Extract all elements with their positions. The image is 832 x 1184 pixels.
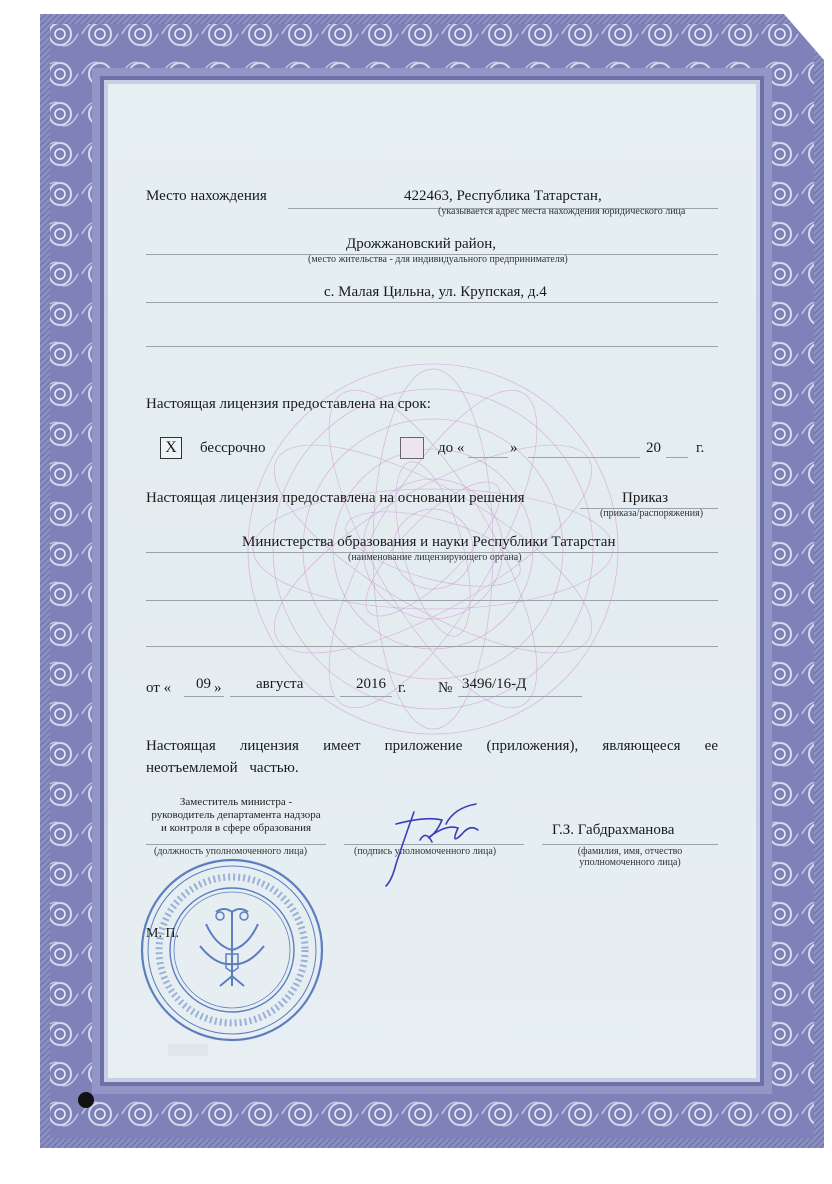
until-year-prefix: 20 — [646, 440, 661, 456]
until-label: до « — [438, 440, 465, 456]
official-seal-icon — [136, 854, 328, 1046]
decision-day: 09 — [196, 676, 211, 692]
seal-place: М. П. — [146, 926, 180, 941]
address-line1-caption: (указывается адрес места нахождения юридического лица — [438, 206, 686, 217]
position-line1: Заместитель министра - — [179, 796, 293, 808]
decision-number: 3496/16-Д — [462, 676, 527, 692]
basis-authority-caption: (наименование лицензирующего органа) — [348, 552, 522, 563]
address-line2: Дрожжановский район, — [346, 236, 496, 252]
decision-month: августа — [256, 676, 304, 692]
appendix-line1: Настоящая лицензия имеет приложение (приложения), являющееся ее — [146, 738, 718, 754]
indefinite-checkbox — [160, 437, 182, 459]
name-caption — [552, 846, 708, 868]
decision-number-sign: № — [438, 680, 453, 696]
decision-from-label: от « — [146, 680, 172, 696]
serial-mark — [168, 1044, 208, 1056]
basis-doc-type: Приказ — [622, 490, 669, 506]
decision-year-suffix: г. — [398, 680, 407, 696]
name-caption-line1: (фамилия, имя, отчество — [577, 846, 683, 857]
position-caption: (должность уполномоченного лица) — [154, 846, 308, 857]
position-line2: руководитель департамента надзора — [151, 809, 321, 821]
punch-hole — [78, 1092, 94, 1108]
basis-heading: Настоящая лицензия предоставлена на основании решения — [146, 490, 525, 506]
checkbox-mark: X — [165, 439, 177, 456]
signature-caption: (подпись уполномоченного лица) — [354, 846, 497, 857]
address-label: Место нахождения — [146, 188, 267, 204]
position-line3: и контроля в сфере образования — [160, 822, 312, 834]
until-quote-close: » — [510, 440, 518, 456]
name-caption-line2: уполномоченного лица) — [579, 857, 681, 868]
until-year-suffix: г. — [696, 440, 705, 456]
decision-year: 2016 — [356, 676, 386, 692]
until-checkbox — [400, 437, 424, 459]
basis-authority: Министерства образования и науки Республики Татарстан — [242, 534, 616, 550]
license-sheet — [40, 14, 824, 1148]
address-line2-caption: (место жительства - для индивидуального предпринимателя) — [308, 254, 568, 265]
basis-doc-type-caption: (приказа/распоряжения) — [600, 508, 704, 519]
appendix-line2: неотъемлемой частью. — [146, 760, 299, 776]
signatory-position — [146, 796, 326, 835]
address-line3: с. Малая Цильна, ул. Крупская, д.4 — [324, 284, 547, 300]
decision-day-close: » — [214, 680, 222, 696]
handwritten-signature-icon — [366, 794, 496, 894]
document-field — [108, 84, 756, 1078]
term-heading: Настоящая лицензия предоставлена на срок: — [146, 396, 431, 412]
signatory-name: Г.З. Габдрахманова — [552, 822, 675, 838]
address-line1: 422463, Республика Татарстан, — [404, 188, 602, 204]
indefinite-label: бессрочно — [200, 440, 266, 456]
